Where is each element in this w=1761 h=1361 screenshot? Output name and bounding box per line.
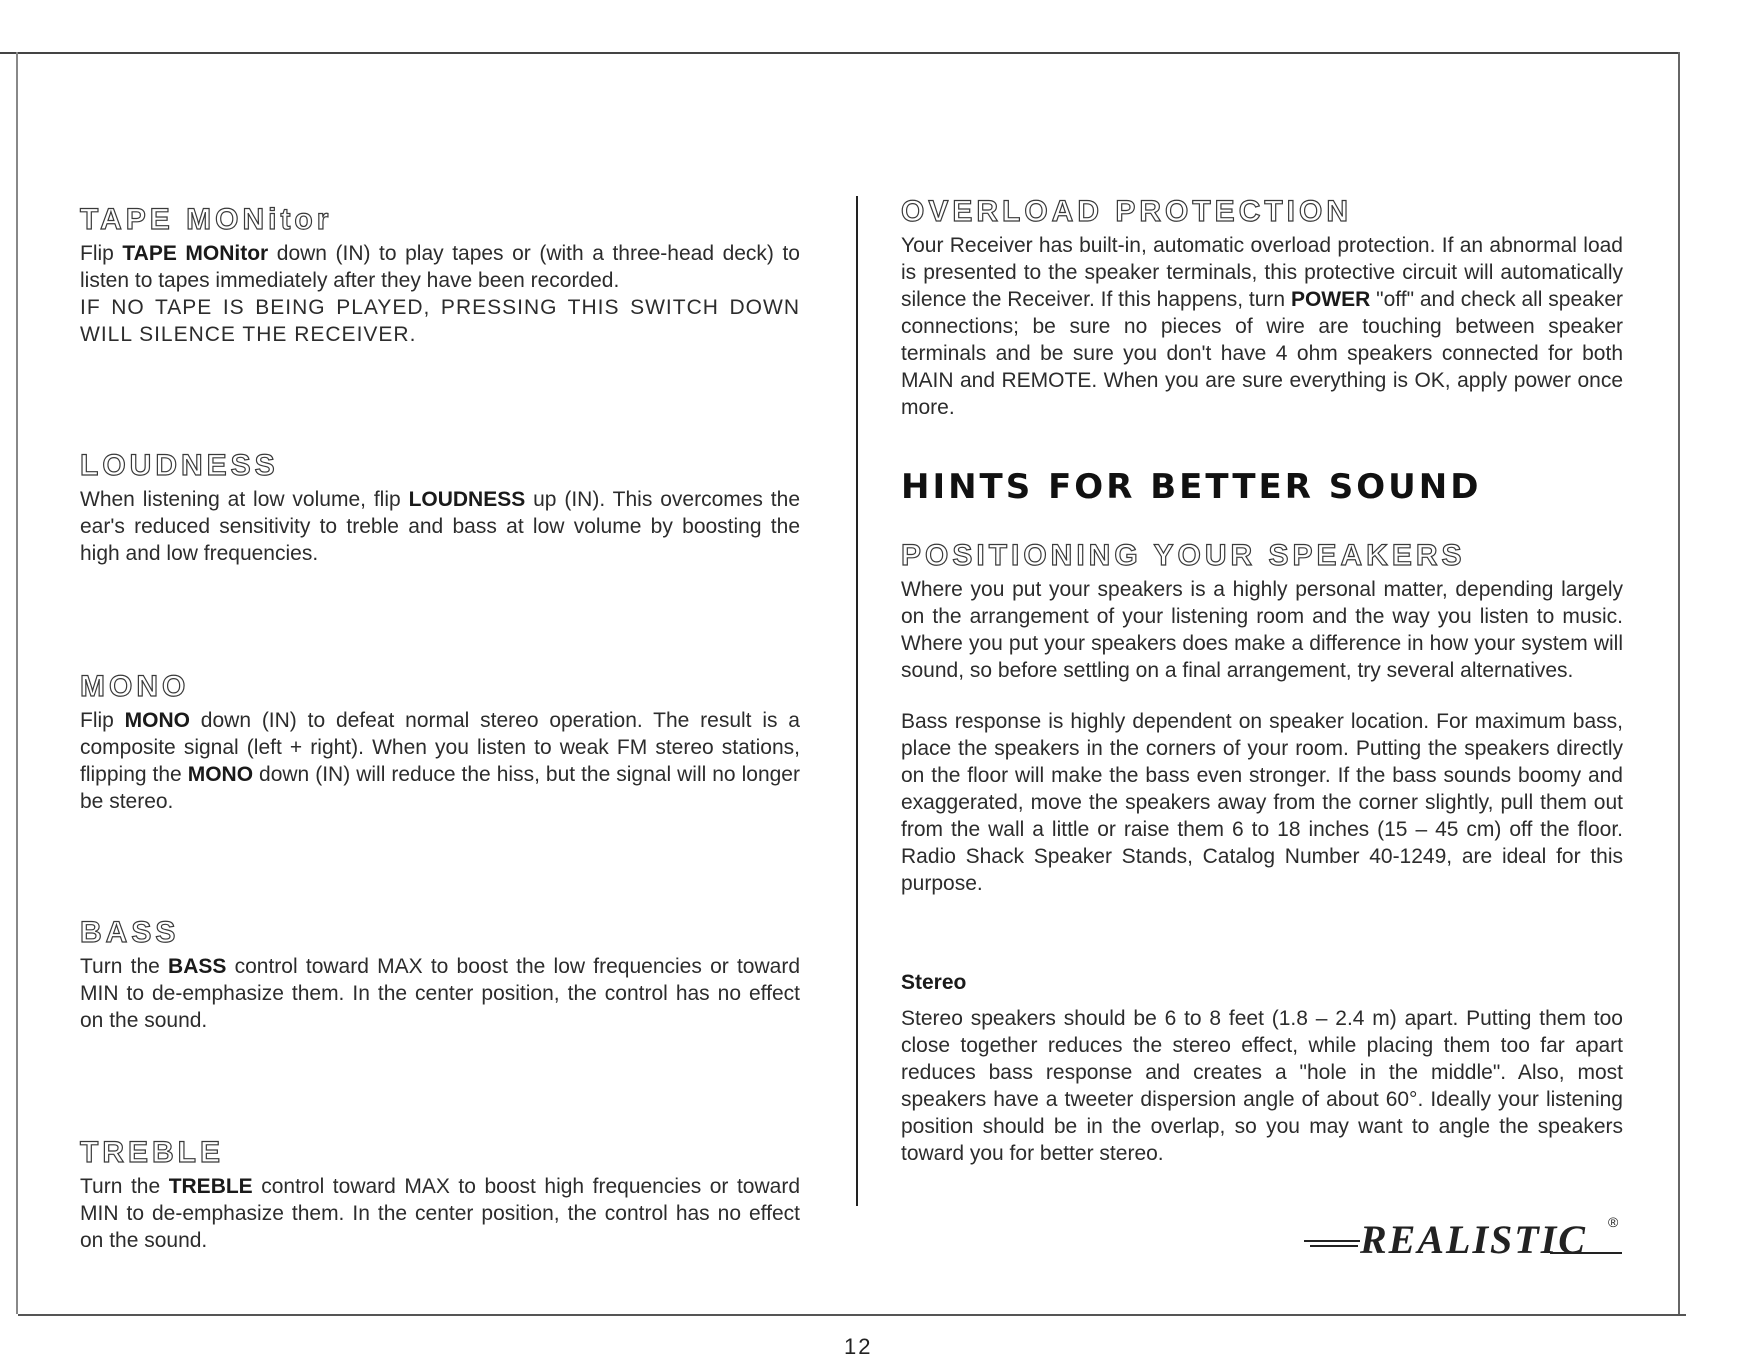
treble-heading: TREBLE	[80, 1136, 224, 1169]
text-run: Turn the	[80, 955, 169, 978]
mono-text	[80, 707, 800, 815]
positioning-text-1: Where you put your speakers is a highly personal matter, depending largely on the arrangement of your listening room and the way you listen to music. Where you put your speakers does make a difference in how your system will sound, so before settling on a final arrangement, try several alternatives.	[901, 578, 1623, 682]
stereo-heading: Stereo	[901, 971, 967, 994]
page-border-left	[16, 52, 18, 1314]
bass-heading: BASS	[80, 916, 180, 949]
text-run: "off" and check all speaker connections; be sure no pieces of wire are touching between speaker terminals and be sure you don't have 4 ohm speakers connected for both MAIN and REMOTE. When you are sure everything is OK, apply power once more.	[901, 288, 1624, 419]
page-border-right	[1678, 52, 1680, 1314]
loudness-text	[80, 486, 800, 567]
mono-heading: MONO	[80, 670, 190, 703]
section-hints	[901, 466, 1623, 508]
bold-term: BASS	[168, 955, 227, 978]
text-run: Your Receiver has built-in, automatic overload protection. If an abnormal load is presented to the speaker terminals, this protective circuit will automatically silence the Receiver. If this happens, turn	[901, 234, 1623, 311]
hints-heading: HINTS FOR BETTER SOUND	[901, 467, 1482, 507]
text-run: Flip	[80, 242, 123, 265]
page-border-bottom	[18, 1314, 1686, 1316]
section-loudness	[80, 448, 800, 567]
treble-text	[80, 1173, 800, 1254]
text-run: down (IN) will reduce the hiss, but the signal will no longer be stereo.	[80, 763, 800, 813]
loudness-heading: LOUDNESS	[80, 449, 279, 482]
tape-monitor-heading: TAPE MONitor	[80, 203, 333, 236]
text-run: When listening at low volume, flip	[80, 488, 409, 511]
section-tape-monitor	[80, 202, 800, 348]
logo-text: REALISTIC	[1360, 1217, 1587, 1262]
overload-text	[901, 232, 1623, 421]
tape-monitor-warning: IF NO TAPE IS BEING PLAYED, PRESSING THIS SWITCH DOWN WILL SILENCE THE RECEIVER.	[80, 296, 800, 346]
positioning-heading: POSITIONING YOUR SPEAKERS	[901, 539, 1466, 572]
section-stereo	[901, 969, 1623, 1167]
column-divider	[856, 196, 858, 1206]
realistic-logo-graphic	[1300, 1205, 1630, 1265]
section-treble	[80, 1135, 800, 1254]
section-positioning	[901, 538, 1623, 897]
bold-term: MONO	[187, 763, 254, 786]
text-run: down (IN) to defeat normal stereo operation. The result is a composite signal (left + right). When you listen to weak FM stereo stations, flipping the	[80, 709, 800, 786]
section-mono	[80, 669, 800, 815]
text-run: down (IN) to play tapes or (with a three-head deck) to listen to tapes immediately after they have been recorded.	[80, 242, 800, 292]
section-overload-protection	[901, 194, 1623, 421]
overload-heading: OVERLOAD PROTECTION	[901, 195, 1353, 228]
bold-term: TREBLE	[168, 1175, 253, 1198]
bass-text	[80, 953, 800, 1034]
bold-term: POWER	[1290, 288, 1371, 311]
section-bass	[80, 915, 800, 1034]
stereo-text: Stereo speakers should be 6 to 8 feet (1.8 – 2.4 m) apart. Putting them too close together reduces the stereo effect, while placing them too far apart reduces bass response and creates a "hole in the middle". Also, most speakers have a tweeter dispersion angle of about 60°. Ideally your listening position should be in the overlap, so you may want to angle the speakers toward you for better stereo.	[901, 1007, 1623, 1165]
text-run: control toward MAX to boost the low frequencies or toward MIN to de-emphasize them. In the center position, the control has no effect on the sound.	[80, 955, 800, 1032]
bold-term: TAPE MONitor	[122, 242, 269, 265]
bold-term: MONO	[124, 709, 190, 732]
text-run: Flip	[80, 709, 125, 732]
page-number: 12	[844, 1334, 873, 1359]
page-border-top	[0, 52, 1680, 54]
text-run: control toward MAX to boost high frequencies or toward MIN to de-emphasize them. In the center position, the control has no effect on the sound.	[80, 1175, 800, 1252]
positioning-text-2: Bass response is highly dependent on speaker location. For maximum bass, place the speakers in the corners of your room. Putting the speakers directly on the floor will make the bass even stronger. If the bass sounds boomy and exaggerated, move the speakers away from the corner slightly, pull them out from the wall a little or raise them 6 to 18 inches (15 – 45 cm) off the floor. Radio Shack Speaker Stands, Catalog Number 40-1249, are ideal for this purpose.	[901, 710, 1623, 895]
tape-monitor-text	[80, 240, 800, 294]
text-run: up (IN). This overcomes the ear's reduced sensitivity to treble and bass at low volume by boosting the high and low frequencies.	[80, 488, 800, 565]
realistic-logo	[1300, 1205, 1630, 1265]
registered-mark: ®	[1608, 1214, 1619, 1230]
text-run: Turn the	[80, 1175, 169, 1198]
bold-term: LOUDNESS	[408, 488, 526, 511]
